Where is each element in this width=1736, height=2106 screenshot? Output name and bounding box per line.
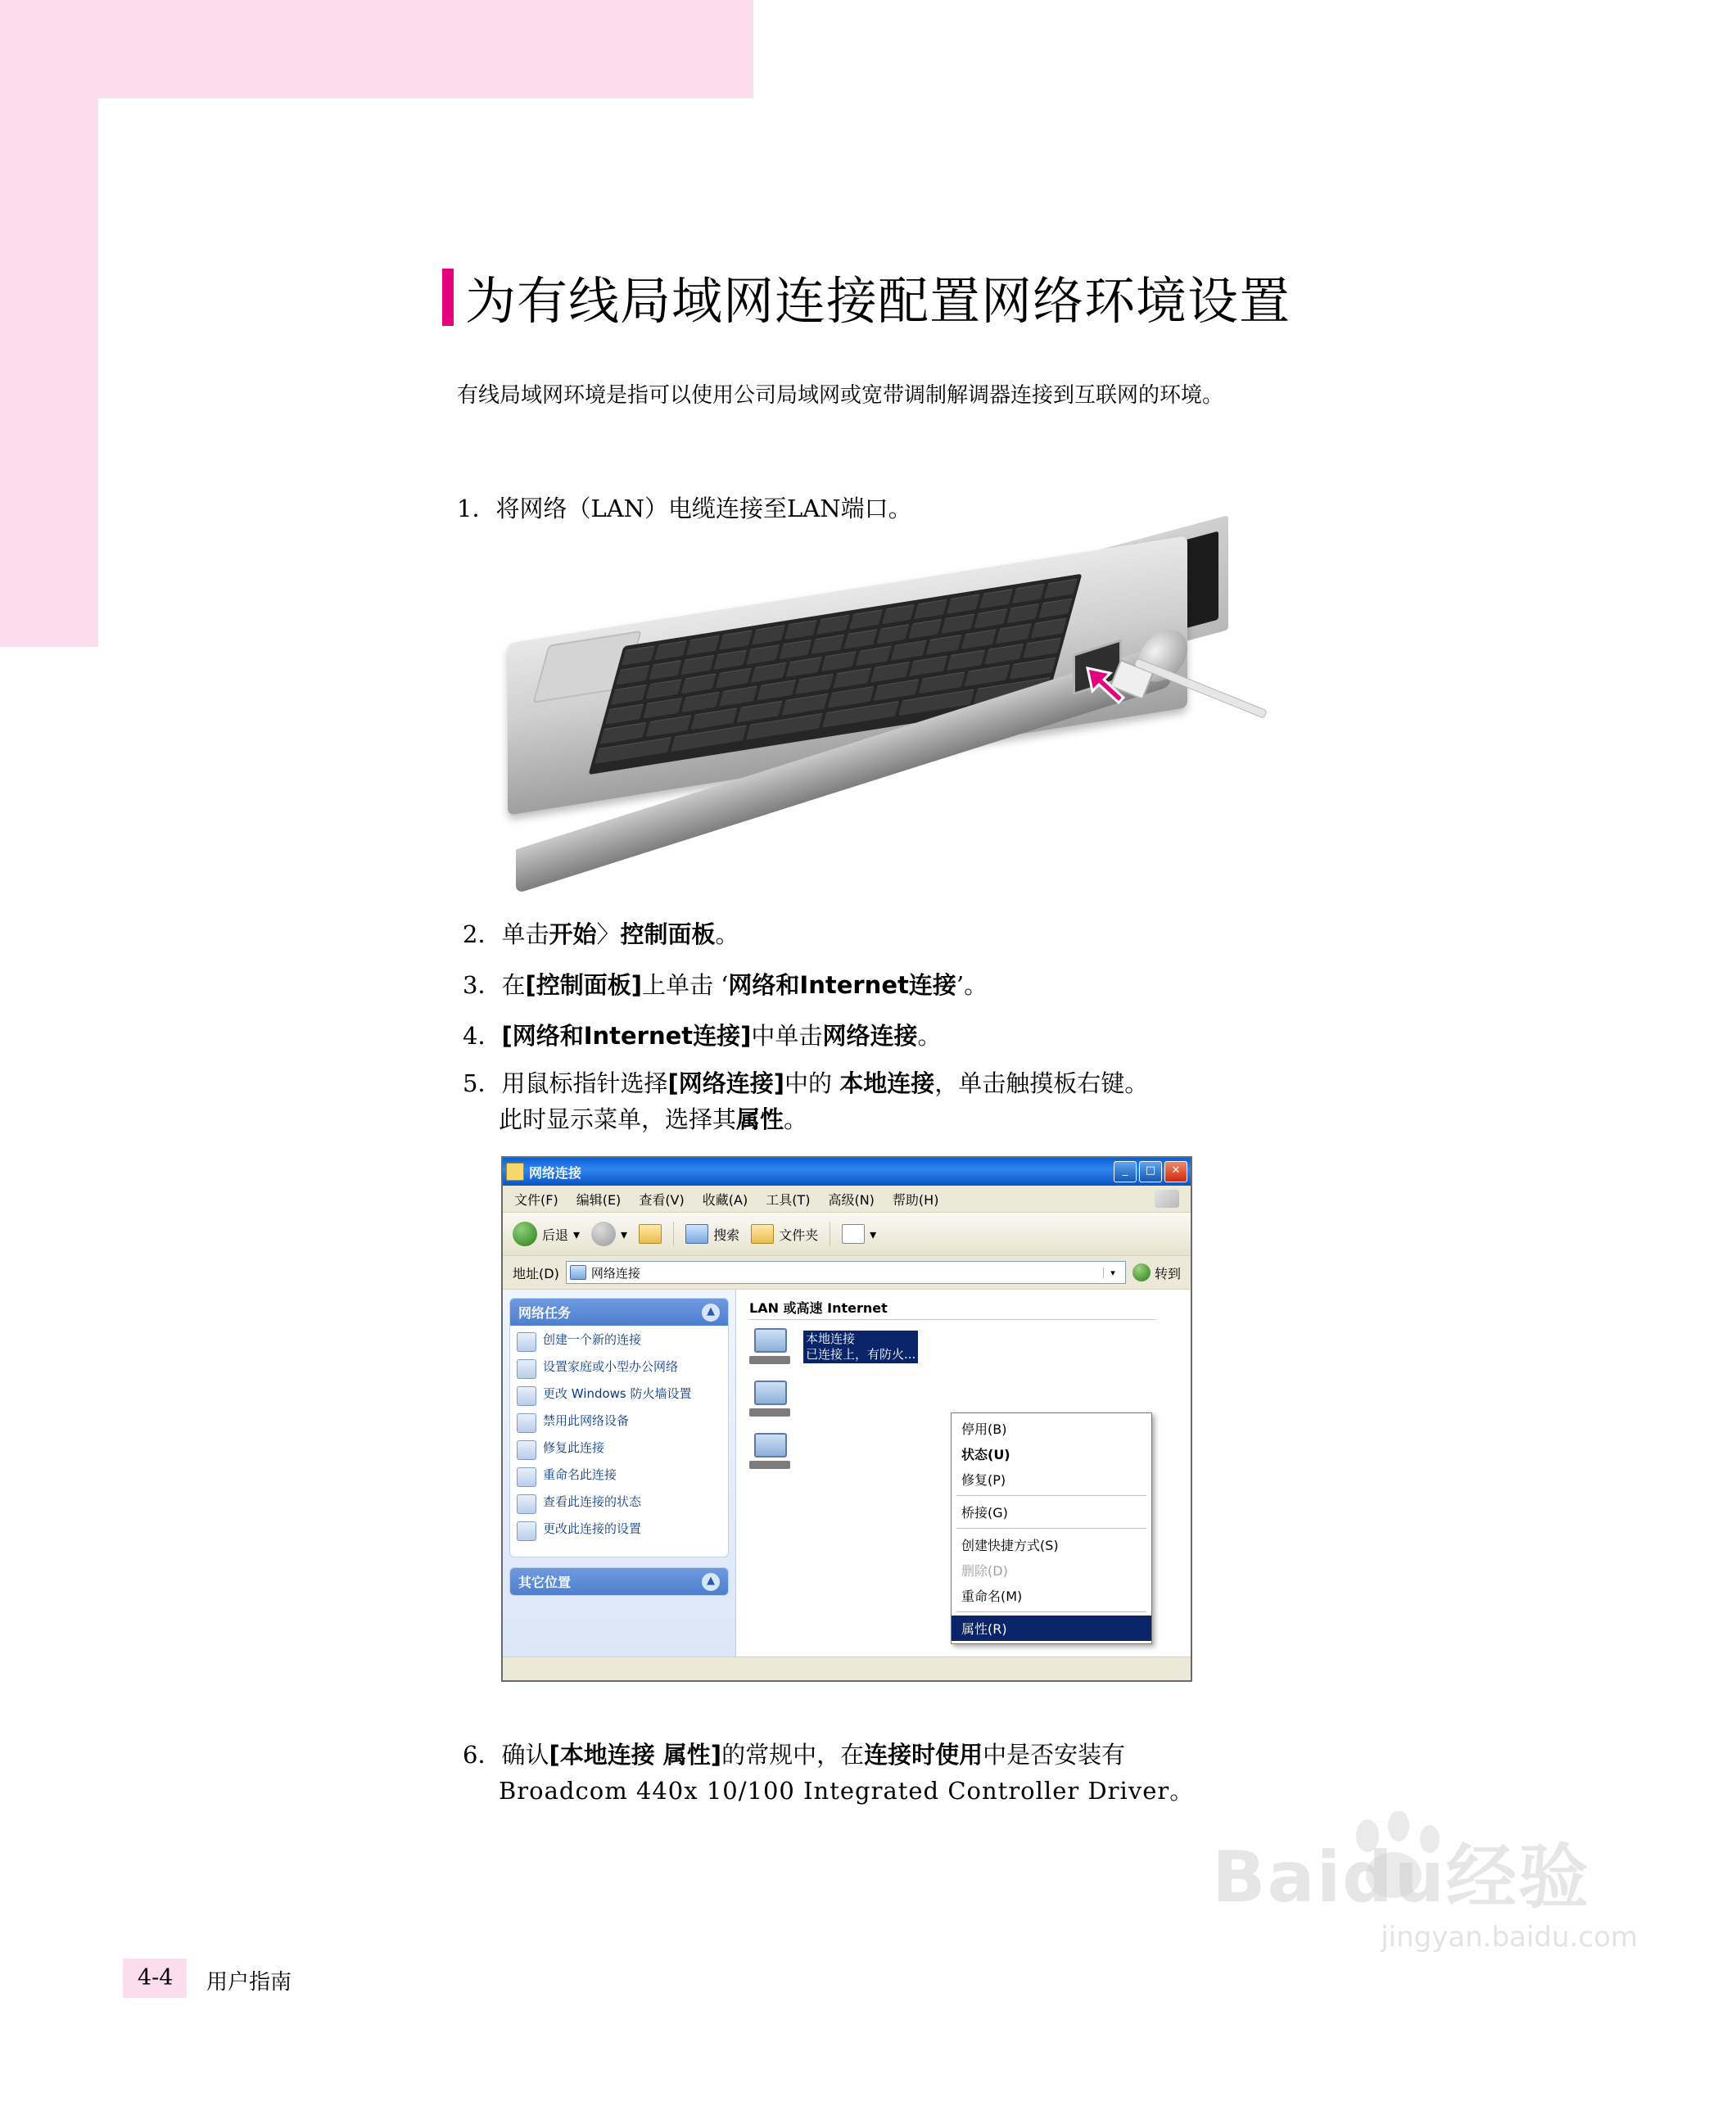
watermark-text: Baidu经验 [1212, 1837, 1590, 1918]
toolbar-separator-1 [673, 1222, 674, 1246]
repair-icon [517, 1440, 536, 1460]
address-dropdown-icon[interactable]: ▾ [1103, 1268, 1122, 1278]
task-pane [503, 1290, 736, 1656]
list-item[interactable] [749, 1328, 1191, 1366]
task-item[interactable] [517, 1332, 721, 1352]
forward-arrow-icon [591, 1222, 616, 1246]
step-5-bold-conn: 本地连接 [839, 1069, 935, 1097]
footer-label: 用户指南 [206, 1970, 292, 1995]
step-1: 1．将网络（LAN）电缆连接至LAN端口。 [457, 495, 912, 522]
folders-button[interactable] [751, 1224, 818, 1244]
task-label: 更改此连接的设置 [543, 1521, 642, 1536]
step-5-part1: 5．用鼠标指针选择 [463, 1069, 668, 1097]
window-addressbar [503, 1256, 1191, 1290]
network-tasks-header[interactable] [510, 1299, 728, 1326]
task-label: 设置家庭或小型办公网络 [543, 1359, 679, 1374]
step-5-mid: 中的 [784, 1069, 840, 1097]
step-6 [463, 1738, 1194, 1809]
menu-view[interactable]: 查看(V) [639, 1191, 685, 1208]
views-dropdown-icon[interactable]: ▾ [870, 1226, 877, 1242]
address-label: 地址(D) [513, 1265, 559, 1281]
back-label: 后退 [542, 1227, 569, 1243]
up-folder-icon [639, 1224, 662, 1244]
network-connection-icon [749, 1328, 795, 1366]
task-item[interactable] [517, 1494, 721, 1514]
firewall-icon [517, 1386, 536, 1406]
step-2-end: 。 [715, 920, 739, 948]
menu-help[interactable]: 帮助(H) [892, 1191, 939, 1208]
step-3 [463, 968, 988, 1004]
step-3-end: ’。 [956, 971, 988, 999]
step-4 [463, 1019, 941, 1055]
step-2-bold-start: 开始 [549, 920, 597, 948]
context-menu-separator [956, 1495, 1146, 1496]
other-places-header[interactable] [510, 1568, 728, 1595]
task-item[interactable] [517, 1386, 721, 1406]
task-item[interactable] [517, 1521, 721, 1541]
step-5-bracket: [网络连接] [667, 1069, 784, 1097]
task-item[interactable] [517, 1467, 721, 1487]
search-button[interactable] [685, 1224, 739, 1244]
context-menu[interactable] [951, 1412, 1152, 1644]
task-label: 重命名此连接 [543, 1467, 617, 1482]
context-menu-separator [956, 1611, 1146, 1612]
window-titlebar [503, 1158, 1191, 1186]
menu-edit[interactable]: 编辑(E) [576, 1191, 622, 1208]
page-corner-decoration-top [0, 0, 753, 98]
network-tasks-panel [509, 1298, 729, 1557]
up-button[interactable] [639, 1224, 662, 1244]
go-label: 转到 [1154, 1265, 1181, 1281]
home-network-icon [517, 1359, 536, 1379]
step-3-mid: 上单击 ‘ [641, 971, 729, 999]
step-6-end: 中是否安装有 [983, 1741, 1126, 1769]
page-number: 4-4 [138, 1965, 174, 1991]
search-label: 搜索 [713, 1227, 740, 1243]
back-arrow-icon [513, 1222, 537, 1246]
address-value: 网络连接 [590, 1265, 640, 1281]
address-input[interactable] [566, 1261, 1126, 1284]
forward-button[interactable] [591, 1222, 627, 1246]
step-6-bracket: [本地连接 属性] [549, 1741, 722, 1769]
step-5-end: ，单击触摸板右键。 [934, 1069, 1149, 1097]
task-label: 创建一个新的连接 [543, 1332, 642, 1347]
context-menu-separator [956, 1528, 1146, 1529]
other-places-panel [509, 1567, 729, 1596]
task-label: 修复此连接 [543, 1440, 605, 1455]
context-menu-item-create-shortcut[interactable]: 创建快捷方式(S) [961, 1538, 1059, 1553]
step-4-bracket: [网络和Internet连接] [501, 1022, 752, 1050]
window-title: 网络连接 [529, 1164, 582, 1181]
network-tasks-body [510, 1326, 728, 1557]
watermark-url: jingyan.baidu.com [1381, 1921, 1638, 1954]
close-button[interactable]: ✕ [1164, 1161, 1187, 1182]
laptop-keyboard [588, 574, 1082, 775]
step-4-mid: 中单击 [751, 1022, 823, 1050]
views-button[interactable] [842, 1224, 876, 1244]
network-connection-icon [749, 1433, 795, 1471]
disable-device-icon [517, 1413, 536, 1433]
page-title-block [442, 260, 1291, 333]
laptop-lan-port-photo [508, 540, 1261, 868]
search-icon [685, 1224, 708, 1244]
chevron-up-icon[interactable]: ▲ [702, 1304, 720, 1322]
window-menubar [503, 1186, 1191, 1213]
other-places-title: 其它位置 [518, 1575, 572, 1590]
step-5-line2-bold: 属性 [736, 1105, 784, 1133]
step-2 [463, 917, 739, 953]
step-5-line2-post: 。 [784, 1105, 808, 1133]
menu-advanced[interactable]: 高级(N) [828, 1191, 875, 1208]
baidu-paw-logo-icon [1343, 1811, 1466, 1909]
step-2-bold-controlpanel: 控制面板 [620, 920, 716, 948]
forward-dropdown-icon[interactable]: ▾ [621, 1226, 628, 1242]
chevron-up-icon[interactable]: ▲ [702, 1573, 720, 1591]
maximize-button[interactable]: □ [1139, 1161, 1162, 1182]
window-body [503, 1290, 1191, 1656]
context-menu-item-repair[interactable]: 修复(P) [961, 1472, 1006, 1488]
step-3-bold-link: 网络和Internet连接 [728, 971, 956, 999]
step-4-bold-link: 网络连接 [822, 1022, 918, 1050]
task-label: 禁用此网络设备 [543, 1413, 630, 1428]
context-menu-item-rename[interactable]: 重命名(M) [961, 1589, 1023, 1604]
step-6-mid: 的常规中，在 [721, 1741, 865, 1769]
step-6-bold-use: 连接时使用 [864, 1741, 983, 1769]
context-menu-item-delete: 删除(D) [961, 1563, 1008, 1579]
folders-label: 文件夹 [779, 1227, 819, 1243]
task-label: 更改 Windows 防火墙设置 [543, 1386, 692, 1401]
step-6-driver-name: Broadcom 440x 10/100 Integrated Controller Driver。 [499, 1776, 1195, 1805]
back-button[interactable] [513, 1222, 580, 1246]
connection-name: 本地连接 [806, 1331, 856, 1347]
page-corner-decoration-left [0, 98, 98, 647]
step-4-end: 。 [917, 1022, 942, 1050]
menu-favorites[interactable]: 收藏(A) [702, 1191, 748, 1208]
menu-tools[interactable]: 工具(T) [766, 1191, 811, 1208]
connection-status: 已连接上，有防火... [806, 1347, 916, 1362]
step-6-part1: 6．确认 [463, 1741, 549, 1769]
step-2-sep: 〉 [596, 920, 621, 948]
window-toolbar [503, 1213, 1191, 1256]
settings-icon [517, 1521, 536, 1541]
context-menu-item-properties[interactable]: 属性(R) [952, 1616, 1151, 1641]
address-network-icon [570, 1265, 586, 1280]
views-grid-icon [842, 1224, 865, 1244]
page-title: 为有线局域网连接配置网络环境设置 [465, 271, 1291, 331]
wireless-connection-icon [749, 1381, 795, 1418]
folder-icon [751, 1224, 774, 1244]
step-3-part1: 3．在 [463, 971, 526, 999]
task-item[interactable] [517, 1413, 721, 1433]
step-3-bracket: [控制面板] [525, 971, 642, 999]
step-5-line2-pre: 此时显示菜单，选择其 [499, 1105, 737, 1133]
menu-file[interactable]: 文件(F) [514, 1191, 558, 1208]
connection-label-selected [803, 1331, 918, 1363]
rename-icon [517, 1467, 536, 1487]
go-button[interactable] [1132, 1263, 1181, 1282]
go-arrow-icon [1132, 1263, 1151, 1281]
context-menu-item-status[interactable]: 状态(U) [961, 1447, 1010, 1462]
network-tasks-title: 网络任务 [518, 1305, 572, 1321]
task-item[interactable] [517, 1440, 721, 1460]
window-statusbar [503, 1656, 1191, 1679]
task-label: 查看此连接的状态 [543, 1494, 642, 1509]
pink-arrow-icon [1073, 647, 1130, 704]
task-item[interactable] [517, 1359, 721, 1379]
title-accent-bar [442, 269, 454, 326]
network-folder-icon [506, 1163, 524, 1181]
network-connections-window[interactable] [501, 1156, 1192, 1682]
step-5-line2 [499, 1102, 1148, 1138]
context-menu-item-disable[interactable]: 停用(B) [961, 1421, 1007, 1437]
step-4-part1: 4． [463, 1022, 502, 1050]
minimize-button[interactable]: _ [1114, 1161, 1137, 1182]
connections-list [736, 1290, 1191, 1656]
intro-paragraph: 有线局域网环境是指可以使用公司局域网或宽带调制解调器连接到互联网的环境。 [457, 383, 1224, 408]
status-icon [517, 1494, 536, 1514]
context-menu-item-bridge[interactable]: 桥接(G) [961, 1505, 1008, 1521]
back-dropdown-icon[interactable]: ▾ [573, 1226, 581, 1242]
step-5 [463, 1066, 1148, 1137]
windows-flag-icon [1155, 1190, 1179, 1208]
new-connection-icon [517, 1332, 536, 1352]
connections-group-header: LAN 或高速 Internet [749, 1298, 1155, 1320]
step-2-part1: 2．单击 [463, 920, 549, 948]
window-controls [1114, 1161, 1187, 1182]
